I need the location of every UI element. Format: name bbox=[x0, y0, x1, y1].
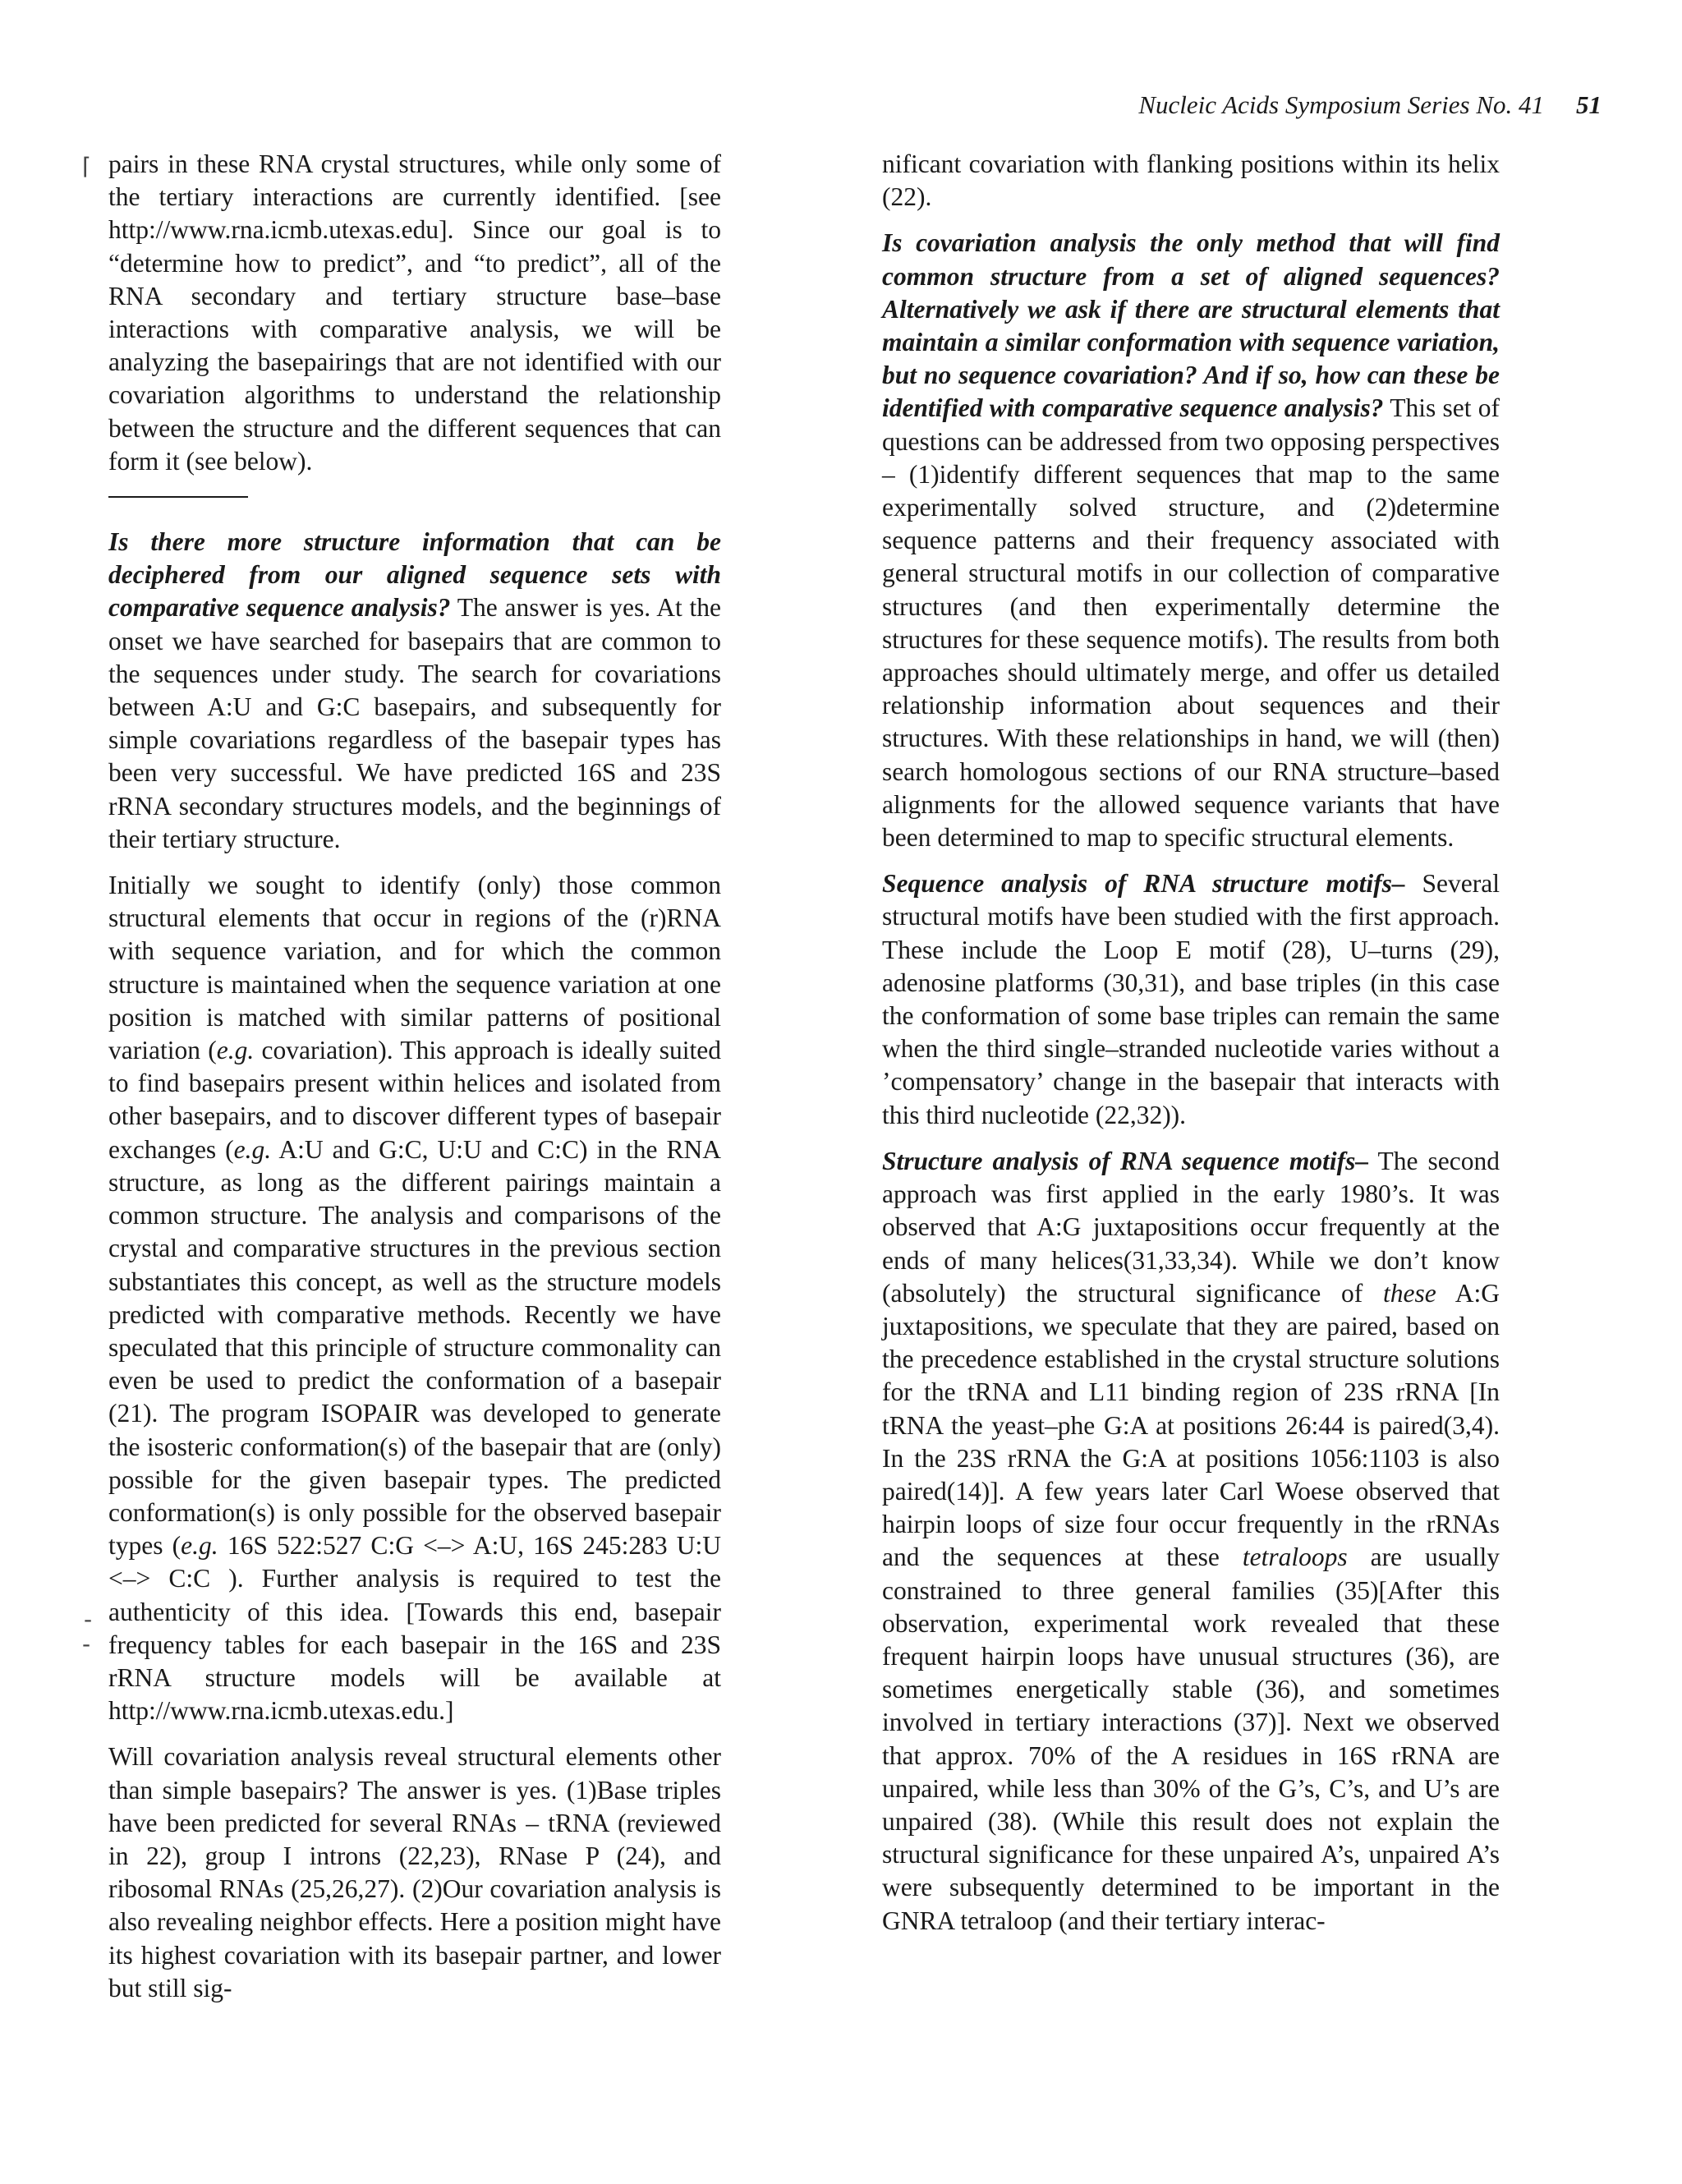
section-heading: Sequence analysis of RNA structure motifs– bbox=[882, 869, 1405, 899]
margin-mark: - bbox=[84, 1606, 93, 1633]
paragraph: Will covariation analysis reveal structural elements other than simple basepairs? The answer is yes. (1)Base triples have been predicted for several RNAs – tRNA (reviewed in 22), group I introns (22,23), RNase P (24), and ribosomal RNAs (25,26,27). (2)Our covariation analysis is also revealing neighbor effects. Here a position might have its highest covariation with its basepair partner, and lower but still sig- bbox=[108, 1742, 721, 2002]
right-column bbox=[882, 148, 1500, 1951]
question-heading: Is there more structure information that can be deciphered from our aligned sequence sets with comparative sequence analysis? bbox=[108, 527, 721, 623]
paragraph: Is there more structure information that can be deciphered from our aligned sequence sets with comparative sequence analysis? The answer is yes. At the onset we have searched for basepairs that are common to the sequences under study. The search for covariations between A:U and G:C basepairs, and subsequently for simple covariations regardless of the basepair types has been very successful. We have predicted 16S and 23S rRNA secondary structures models, and the beginnings of their tertiary structure. bbox=[108, 527, 721, 853]
running-header bbox=[1059, 90, 1602, 131]
journal-title: Nucleic Acids Symposium Series No. 41 bbox=[1138, 90, 1544, 119]
paragraph: pairs in these RNA crystal structures, while only some of the tertiary interactions are currently identified. [see http://www.rna.icmb.utexas.edu]. Since our goal is to “determine how to predict”, and “to predict”, all of the RNA secondary and tertiary structure base–base interactions with comparative analysis, we will be analyzing the basepairings that are not identified with our covariation algorithms to understand the relationship between the structure and the different sequences that can form it (see below). bbox=[108, 149, 721, 476]
paragraph: Initially we sought to identify (only) those common structural elements that occur in regions of the (r)RNA with sequence variation, and for which the common structure is maintained when the sequence variation at one position is matched with similar patterns of positional variation (e.g. covariation). This approach is ideally suited to find basepairs present within helices and isolated from other basepairs, and to discover different types of basepair exchanges (e.g. A:U and G:C, U:U and C:C) in the RNA structure, as long as the different pairings maintain a common structure. The analysis and comparisons of the crystal and comparative structures in the previous section substantiates this concept, as well as the structure models predicted with comparative methods. Recently we have speculated that this principle of structure commonality can even be used to predict the conformation of a basepair (21). The program ISOPAIR was developed to generate the isosteric conformation(s) of the basepair that are (only) possible for the given basepair types. The predicted conformation(s) is only possible for the observed basepair types (e.g. 16S 522:527 C:G <–> A:U, 16S 245:283 U:U <–> C:C ). Further analysis is required to test the authenticity of this idea. [Towards this end, basepair frequency tables for each basepair in the 16S and 23S rRNA structure models will be available at http://www.rna.icmb.utexas.edu.] bbox=[108, 871, 722, 1726]
paragraph: Structure analysis of RNA sequence motifs– The second approach was first applied in the early 1980’s. It was observed that A:G juxtapositions occur frequently at the ends of many helices(31,33,34). While we don’t know (absolutely) the structural significance of these A:G juxtapositions, we speculate that they are paired, based on the precedence established in the crystal structure solutions for the tRNA and L11 binding region of 23S rRNA [In tRNA the yeast–phe G:A at positions 26:44 is paired(3,4). In the 23S rRNA the G:A at positions 1056:1103 is also paired(14)]. A few years later Carl Woese observed that hairpin loops of size four occur frequently in the rRNAs and the sequences at these tetraloops are usually constrained to three general families (35)[After this observation, experimental work revealed that these frequent hairpin loops have unusual structures (36), are sometimes energetically stable (36), and sometimes involved in tertiary interactions (37)]. Next we observed that approx. 70% of the A residues in 16S rRNA are unpaired, while less than 30% of the G’s, C’s, and U’s are unpaired (38). (While this result does not explain the structural significance for these unpaired A’s, unpaired A’s were subsequently determined to be important in the GNRA tetraloop (and their tertiary interac- bbox=[882, 1146, 1500, 1935]
scan-mark: ⌈ bbox=[82, 153, 91, 180]
question-heading: Is covariation analysis the only method that will find common structure from a set of aligned sequences? Alternatively we ask if there are structural elements that maintain a similar conformation with sequence variation, but no sequence covariation? And if so, how can these be identified with comparative sequence analysis? bbox=[882, 228, 1500, 423]
margin-mark: - bbox=[82, 1630, 91, 1658]
paragraph: nificant covariation with flanking positions within its helix (22). bbox=[882, 149, 1500, 212]
paragraph: Sequence analysis of RNA structure motifs– Several structural motifs have been studied with the first approach. These include the Loop E motif (28), U–turns (29), adenosine platforms (30,31), and base triples (in this case the conformation of some base triples can remain the same when the third single–stranded nucleotide varies without a ’compensatory’ change in the basepair that interacts with this third nucleotide (22,32)). bbox=[882, 869, 1500, 1129]
section-divider bbox=[108, 496, 248, 498]
left-column bbox=[108, 148, 721, 2018]
page-number: 51 bbox=[1576, 90, 1602, 119]
section-heading: Structure analysis of RNA sequence motifs– bbox=[882, 1146, 1369, 1175]
paragraph: Is covariation analysis the only method that will find common structure from a set of aligned sequences? Alternatively we ask if there are structural elements that maintain a similar conformation with sequence variation, but no sequence covariation? And if so, how can these be identified with comparative sequence analysis? This set of questions can be addressed from two opposing perspectives – (1)identify different sequences that map to the same experimentally solved structure, and (2)determine sequence patterns and their frequency associated with general structural motifs in our collection of comparative structures (and then experimentally determine the structures for these sequence motifs). The results from both approaches should ultimately merge, and offer us detailed relationship information about sequences and their structures. With these relationships in hand, we will (then) search homologous sections of our RNA structure–based alignments for the allowed sequence variants that have been determined to map to specific structural elements. bbox=[882, 228, 1500, 853]
